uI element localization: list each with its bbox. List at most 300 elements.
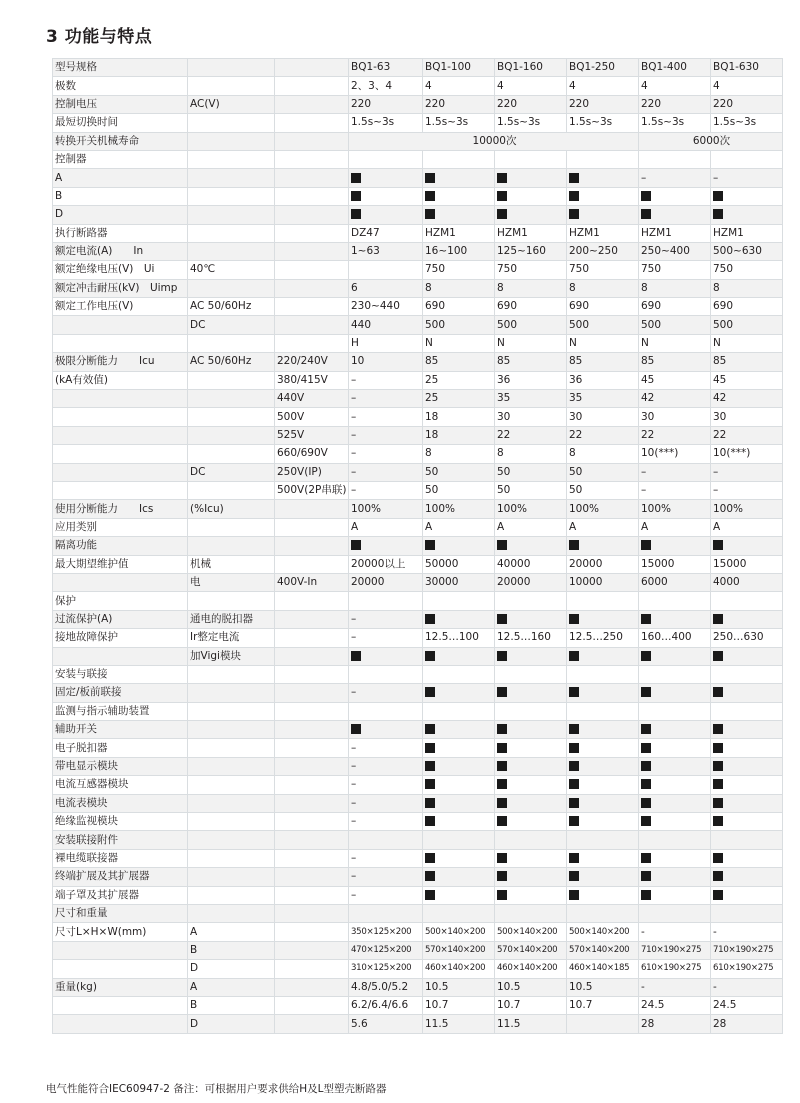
- cell-text: 4: [569, 79, 576, 92]
- cell-text: 30: [497, 410, 511, 423]
- table-cell: [275, 555, 349, 573]
- filled-square-icon: [569, 798, 579, 808]
- cell-text: A: [569, 520, 577, 533]
- table-cell: [53, 371, 188, 389]
- cell-text: 30: [569, 410, 583, 423]
- table-cell: [567, 334, 639, 352]
- cell-text: 10.7: [569, 999, 593, 1012]
- table-cell: [275, 813, 349, 831]
- table-cell: [188, 721, 275, 739]
- filled-square-icon: [641, 191, 651, 201]
- table-row: [53, 353, 783, 371]
- table-cell: [639, 886, 711, 904]
- table-cell: [349, 794, 423, 812]
- cell-text: –: [351, 612, 357, 625]
- cell-text: –: [351, 851, 357, 864]
- filled-square-icon: [569, 890, 579, 900]
- table-cell: [567, 316, 639, 334]
- cell-text: 15000: [713, 557, 747, 570]
- table-cell: [349, 242, 423, 260]
- table-row: [53, 849, 783, 867]
- table-cell: [275, 500, 349, 518]
- table-cell: [567, 721, 639, 739]
- table-cell: [275, 206, 349, 224]
- cell-text: 220: [425, 97, 446, 110]
- table-row: [53, 316, 783, 334]
- filled-square-icon: [425, 209, 435, 219]
- table-cell: [188, 463, 275, 481]
- table-cell: [349, 573, 423, 591]
- table-cell: [275, 831, 349, 849]
- table-cell: [711, 996, 783, 1014]
- cell-text: N: [425, 337, 433, 350]
- table-cell: [423, 592, 495, 610]
- table-row: [53, 150, 783, 168]
- table-cell: [53, 684, 188, 702]
- table-cell: [639, 408, 711, 426]
- table-cell: [349, 150, 423, 168]
- filled-square-icon: [713, 871, 723, 881]
- table-cell: [53, 59, 188, 77]
- table-cell: [275, 960, 349, 978]
- table-cell: [53, 95, 188, 113]
- table-cell: [188, 1015, 275, 1033]
- table-cell: [711, 224, 783, 242]
- table-cell: [53, 224, 188, 242]
- table-cell: [495, 150, 567, 168]
- cell-text: 监测与指示辅助装置: [55, 704, 150, 717]
- table-cell: [495, 978, 567, 996]
- table-cell: [188, 960, 275, 978]
- table-cell: [495, 960, 567, 978]
- filled-square-icon: [425, 761, 435, 771]
- table-cell: [423, 316, 495, 334]
- table-cell: [423, 996, 495, 1014]
- table-cell: [423, 757, 495, 775]
- table-cell: [423, 150, 495, 168]
- table-cell: [495, 261, 567, 279]
- table-cell: [188, 904, 275, 922]
- table-cell: [275, 665, 349, 683]
- filled-square-icon: [497, 614, 507, 624]
- table-cell: [639, 904, 711, 922]
- table-cell: [188, 684, 275, 702]
- table-row: [53, 463, 783, 481]
- table-row: [53, 978, 783, 996]
- table-cell: [53, 316, 188, 334]
- table-cell: [188, 334, 275, 352]
- table-cell: [53, 518, 188, 536]
- table-cell: [53, 996, 188, 1014]
- table-cell: [711, 849, 783, 867]
- table-cell: [53, 242, 188, 260]
- cell-text: 220/240V: [277, 355, 328, 368]
- spec-table-body: [53, 59, 783, 1034]
- table-cell: [495, 813, 567, 831]
- table-cell: [275, 684, 349, 702]
- table-cell: [711, 334, 783, 352]
- cell-text: 570×140×200: [569, 944, 630, 955]
- table-cell: [53, 757, 188, 775]
- table-cell: [567, 298, 639, 316]
- cell-text: 绝缘监视模块: [55, 815, 118, 828]
- spec-table: [52, 58, 783, 1034]
- table-cell: [349, 555, 423, 573]
- table-cell: [639, 298, 711, 316]
- table-cell: [188, 996, 275, 1014]
- cell-text: 85: [425, 355, 439, 368]
- table-cell: [567, 849, 639, 867]
- table-cell: [188, 279, 275, 297]
- table-cell: [275, 371, 349, 389]
- table-cell: [53, 187, 188, 205]
- filled-square-icon: [713, 761, 723, 771]
- table-cell: [423, 408, 495, 426]
- cell-text: Ir整定电流: [190, 631, 240, 644]
- cell-text: 型号规格: [55, 61, 97, 74]
- cell-text: 安装与联接: [55, 668, 108, 681]
- cell-text: 500: [425, 318, 446, 331]
- cell-text: 8: [497, 447, 504, 460]
- cell-text: 6.2/6.4/6.6: [351, 999, 409, 1012]
- table-cell: [53, 831, 188, 849]
- cell-text: 18: [425, 429, 439, 441]
- cell-text: 22: [569, 429, 583, 441]
- table-cell: [188, 371, 275, 389]
- cell-text: 690: [641, 300, 662, 313]
- table-cell: [567, 647, 639, 665]
- table-cell: [639, 59, 711, 77]
- table-cell: [188, 500, 275, 518]
- table-cell: [349, 831, 423, 849]
- table-row: [53, 371, 783, 389]
- table-cell: [188, 702, 275, 720]
- cell-text: H: [351, 337, 359, 350]
- cell-text: N: [713, 337, 721, 350]
- table-cell: [711, 114, 783, 132]
- filled-square-icon: [425, 191, 435, 201]
- table-cell: [275, 316, 349, 334]
- table-cell: [188, 481, 275, 499]
- cell-text: A: [190, 980, 198, 993]
- table-cell: [275, 776, 349, 794]
- table-cell: [188, 518, 275, 536]
- table-cell: [53, 776, 188, 794]
- table-cell: [423, 224, 495, 242]
- table-cell: [567, 445, 639, 463]
- table-cell: [275, 757, 349, 775]
- cell-text: DC: [190, 318, 206, 331]
- table-cell: [188, 445, 275, 463]
- table-cell: [53, 813, 188, 831]
- cell-text: 400V-In: [277, 576, 318, 589]
- cell-text: 35: [569, 392, 583, 405]
- cell-text: 690: [425, 300, 446, 313]
- table-cell: [275, 941, 349, 959]
- table-cell: [711, 150, 783, 168]
- table-cell: [567, 206, 639, 224]
- table-cell: [567, 77, 639, 95]
- table-cell: [275, 629, 349, 647]
- table-cell: [495, 592, 567, 610]
- table-cell: [495, 279, 567, 297]
- table-cell: [567, 868, 639, 886]
- table-cell: [711, 261, 783, 279]
- table-cell: [53, 1015, 188, 1033]
- table-cell: [349, 592, 423, 610]
- table-cell: [567, 941, 639, 959]
- table-cell: [711, 518, 783, 536]
- cell-text: 100%: [641, 502, 672, 515]
- filled-square-icon: [569, 871, 579, 881]
- table-cell: [188, 537, 275, 555]
- filled-square-icon: [713, 209, 723, 219]
- table-cell: [275, 868, 349, 886]
- filled-square-icon: [425, 614, 435, 624]
- cell-text: –: [351, 815, 357, 828]
- table-cell: [53, 150, 188, 168]
- table-cell: [275, 518, 349, 536]
- table-cell: [275, 353, 349, 371]
- cell-text: 45: [713, 373, 727, 386]
- cell-text: 8: [425, 447, 432, 460]
- cell-text: –: [351, 392, 357, 405]
- table-cell: [423, 684, 495, 702]
- table-cell: [567, 463, 639, 481]
- table-cell: [567, 426, 639, 444]
- table-cell: [711, 573, 783, 591]
- filled-square-icon: [497, 779, 507, 789]
- cell-text: 带电显示模块: [55, 760, 118, 773]
- table-cell: [639, 647, 711, 665]
- table-cell: [188, 923, 275, 941]
- table-cell: [275, 996, 349, 1014]
- table-cell: [495, 481, 567, 499]
- cell-text: 4: [497, 79, 504, 92]
- table-cell: [495, 169, 567, 187]
- table-cell: [639, 316, 711, 334]
- cell-text: 10: [351, 355, 365, 368]
- table-cell: [639, 150, 711, 168]
- table-cell: [188, 978, 275, 996]
- table-cell: [423, 481, 495, 499]
- table-cell: [349, 904, 423, 922]
- table-row: [53, 923, 783, 941]
- table-cell: [639, 390, 711, 408]
- table-cell: [495, 463, 567, 481]
- cell-text: 22: [713, 429, 727, 441]
- cell-text: 42: [641, 392, 655, 405]
- table-cell: [639, 960, 711, 978]
- table-cell: [567, 665, 639, 683]
- filled-square-icon: [351, 651, 361, 661]
- cell-text: 50: [425, 484, 439, 497]
- cell-text: 6000次: [692, 134, 731, 147]
- cell-text: 500V: [277, 410, 305, 423]
- cell-text: 电子脱扣器: [55, 741, 108, 754]
- table-cell: [639, 353, 711, 371]
- table-cell: [423, 242, 495, 260]
- table-cell: [275, 390, 349, 408]
- cell-text: 310×125×200: [351, 963, 412, 974]
- cell-text: –: [351, 484, 357, 497]
- table-cell: [188, 353, 275, 371]
- cell-text: 28: [641, 1017, 655, 1030]
- table-row: [53, 298, 783, 316]
- table-cell: [639, 813, 711, 831]
- table-cell: [349, 665, 423, 683]
- table-cell: [639, 537, 711, 555]
- table-cell: [53, 426, 188, 444]
- table-cell: [53, 206, 188, 224]
- table-cell: [639, 665, 711, 683]
- cell-text: 220: [351, 97, 372, 110]
- table-cell: [495, 555, 567, 573]
- filled-square-icon: [569, 209, 579, 219]
- cell-text: –: [641, 484, 647, 497]
- table-cell: [495, 573, 567, 591]
- cell-text: 35: [497, 392, 511, 405]
- table-cell: [349, 187, 423, 205]
- cell-text: 8: [713, 281, 720, 294]
- cell-text: 85: [497, 355, 511, 368]
- table-cell: [275, 849, 349, 867]
- table-cell: [53, 647, 188, 665]
- table-cell: [53, 923, 188, 941]
- cell-text: BQ1-400: [641, 61, 687, 74]
- table-cell: [423, 665, 495, 683]
- filled-square-icon: [641, 779, 651, 789]
- table-row: [53, 757, 783, 775]
- table-cell: [53, 886, 188, 904]
- table-row: [53, 629, 783, 647]
- table-cell: [639, 592, 711, 610]
- table-cell: [275, 187, 349, 205]
- filled-square-icon: [425, 798, 435, 808]
- cell-text: 8: [569, 281, 576, 294]
- cell-text: 辅助开关: [55, 723, 97, 736]
- table-cell: [639, 279, 711, 297]
- table-cell: [567, 702, 639, 720]
- cell-text: 8: [569, 447, 576, 460]
- table-cell: [567, 592, 639, 610]
- cell-text: BQ1-630: [713, 61, 759, 74]
- table-cell: [567, 1015, 639, 1033]
- cell-text: 750: [641, 263, 662, 276]
- cell-text: 85: [641, 355, 655, 368]
- table-cell: [349, 408, 423, 426]
- cell-text: 24.5: [713, 999, 737, 1012]
- table-row: [53, 537, 783, 555]
- cell-text: 额定绝缘电压(V) Ui: [55, 263, 155, 276]
- table-cell: [639, 941, 711, 959]
- cell-text: DZ47: [351, 226, 380, 239]
- table-cell: [349, 95, 423, 113]
- cell-text: 28: [713, 1017, 727, 1030]
- table-cell: [495, 665, 567, 683]
- table-cell: [711, 537, 783, 555]
- cell-text: 100%: [497, 502, 528, 515]
- table-cell: [188, 224, 275, 242]
- table-cell: [567, 886, 639, 904]
- cell-text: 500: [713, 318, 734, 331]
- table-cell: [188, 426, 275, 444]
- table-cell: [188, 390, 275, 408]
- cell-text: 11.5: [497, 1017, 521, 1030]
- table-cell: [711, 776, 783, 794]
- table-cell: [188, 665, 275, 683]
- cell-text: 1.5s~3s: [569, 116, 613, 129]
- table-row: [53, 95, 783, 113]
- table-cell: [423, 463, 495, 481]
- cell-text: 230~440: [351, 300, 400, 313]
- cell-text: 85: [713, 355, 727, 368]
- table-cell: [53, 978, 188, 996]
- table-cell: [711, 445, 783, 463]
- table-cell: [567, 353, 639, 371]
- table-cell: [188, 573, 275, 591]
- table-cell: [423, 95, 495, 113]
- table-row: [53, 776, 783, 794]
- filled-square-icon: [497, 724, 507, 734]
- cell-text: A: [713, 520, 721, 533]
- table-row: [53, 684, 783, 702]
- table-row: [53, 592, 783, 610]
- filled-square-icon: [569, 779, 579, 789]
- cell-text: 36: [497, 373, 511, 386]
- table-cell: [567, 794, 639, 812]
- table-cell: [495, 518, 567, 536]
- cell-text: 690: [497, 300, 518, 313]
- table-cell: [639, 224, 711, 242]
- table-cell: [639, 978, 711, 996]
- table-cell: [711, 77, 783, 95]
- table-cell: [53, 463, 188, 481]
- table-row: [53, 665, 783, 683]
- table-cell: [567, 573, 639, 591]
- table-row: [53, 224, 783, 242]
- table-cell: [423, 261, 495, 279]
- filled-square-icon: [713, 890, 723, 900]
- table-cell: [495, 95, 567, 113]
- table-cell: [349, 813, 423, 831]
- table-cell: [53, 573, 188, 591]
- cell-text: -: [713, 980, 717, 993]
- cell-text: 30: [713, 410, 727, 423]
- table-cell: [495, 923, 567, 941]
- table-cell: [639, 334, 711, 352]
- table-cell: [349, 59, 423, 77]
- table-cell: [711, 960, 783, 978]
- table-cell: [349, 224, 423, 242]
- table-cell: [711, 242, 783, 260]
- table-cell: [349, 261, 423, 279]
- cell-text: 200~250: [569, 245, 618, 258]
- table-row: [53, 721, 783, 739]
- table-cell: [188, 757, 275, 775]
- table-cell: [188, 555, 275, 573]
- table-cell: [639, 169, 711, 187]
- cell-text: 40000: [497, 557, 531, 570]
- table-cell: [495, 242, 567, 260]
- table-cell: [567, 279, 639, 297]
- table-cell: [275, 739, 349, 757]
- cell-text: 610×190×275: [641, 963, 702, 974]
- table-row: [53, 500, 783, 518]
- table-cell: [188, 941, 275, 959]
- table-cell: [639, 95, 711, 113]
- filled-square-icon: [425, 724, 435, 734]
